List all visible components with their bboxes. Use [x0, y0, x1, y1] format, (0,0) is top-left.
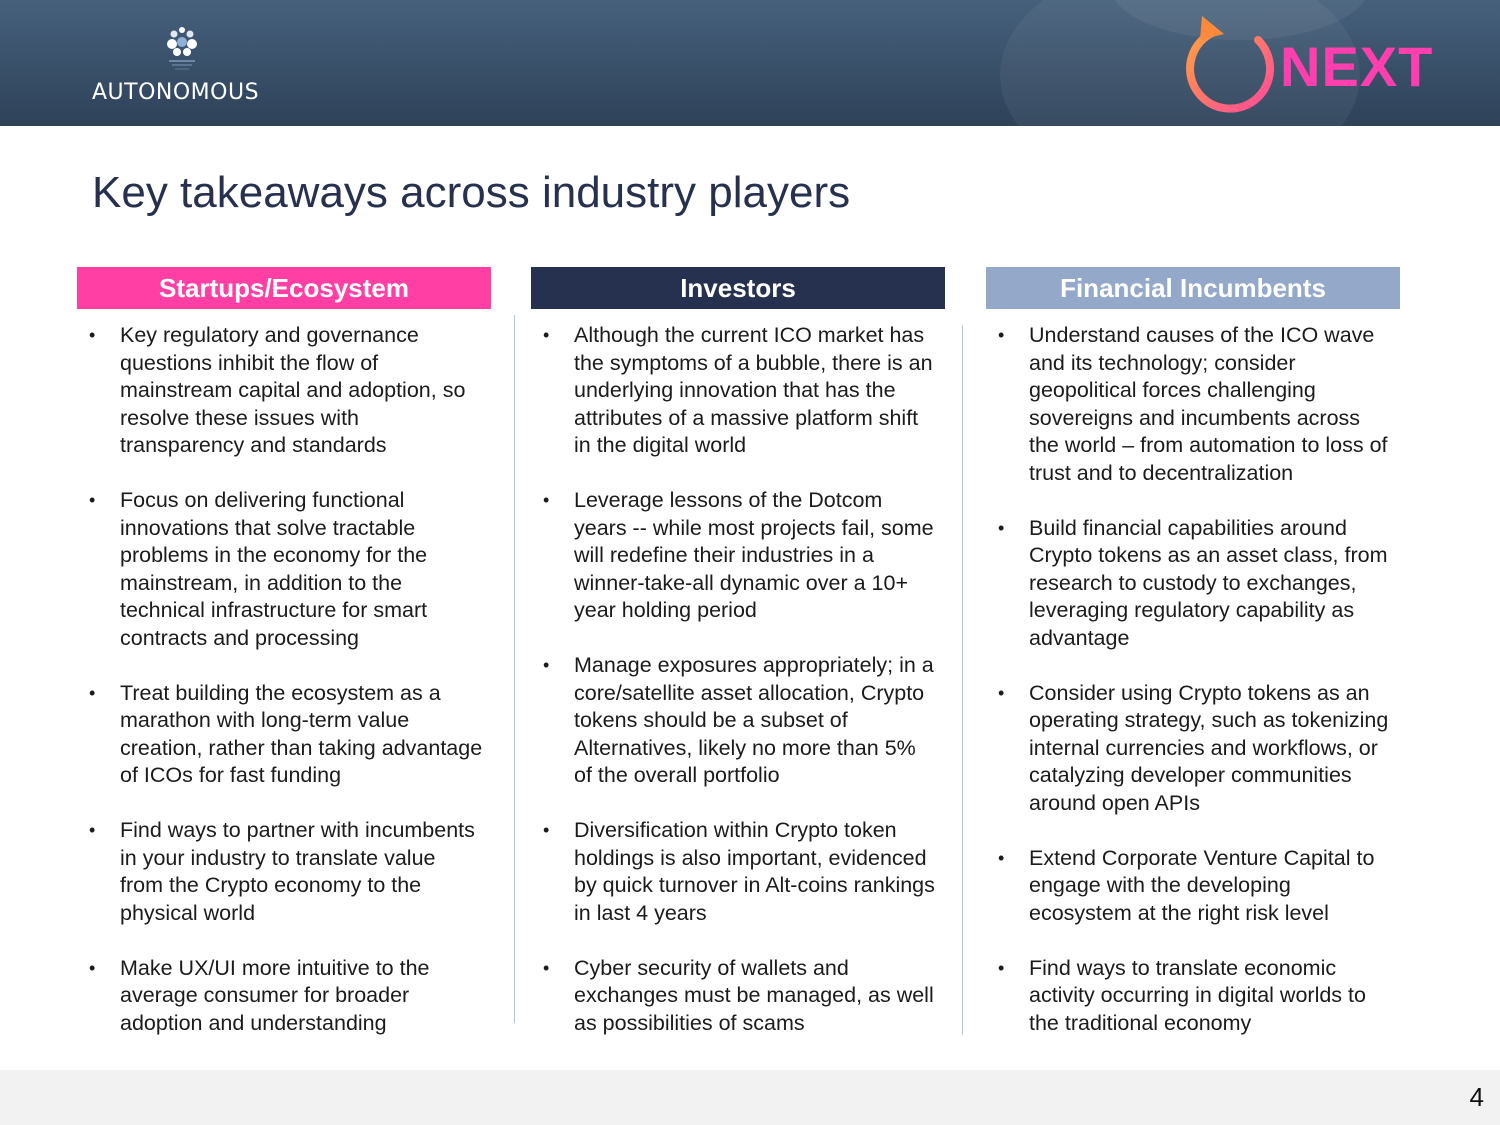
header-banner — [0, 0, 1500, 126]
list-item — [77, 322, 491, 460]
bullet-text: Key regulatory and governance questions inhibit the flow of mainstream capital and adoption, so resolve these issues with transparency and standards — [120, 323, 466, 457]
column-financial-incumbents — [986, 267, 1400, 1065]
column-heading: Startups/Ecosystem — [77, 267, 491, 309]
next-logo — [1180, 10, 1445, 114]
list-item — [77, 680, 491, 790]
bullet-icon: • — [543, 490, 550, 510]
bullet-icon: • — [89, 820, 96, 840]
bullet-text: Cyber security of wallets and exchanges must be managed, as well as possibilities of scams — [574, 955, 934, 1035]
list-item — [531, 955, 945, 1038]
list-item — [531, 652, 945, 790]
bullet-text: Manage exposures appropriately; in a core/satellite asset allocation, Crypto tokens should be a subset of Alternatives, likely no more than 5% of the overall portfolio — [574, 653, 934, 787]
bullet-text: Find ways to partner with incumbents in your industry to translate value from the Crypto economy to the physical world — [120, 818, 475, 925]
bullet-text: Find ways to translate economic activity occurring in digital worlds to the traditional economy — [1029, 955, 1366, 1035]
bullet-text: Although the current ICO market has the symptoms of a bubble, there is an underlying innovation that has the attributes of a massive platform shift in the digital world — [574, 323, 933, 457]
bullet-text: Diversification within Crypto token holdings is also important, evidenced by quick turnover in Alt-coins rankings in last 4 years — [574, 818, 935, 925]
bullet-text: Consider using Crypto tokens as an operating strategy, such as tokenizing internal currencies and workflows, or catalyzing developer communities around open APIs — [1029, 680, 1389, 815]
bullet-list — [986, 322, 1400, 1037]
product-name: NEXT — [1280, 35, 1434, 98]
bullet-text: Make UX/UI more intuitive to the average consumer for broader adoption and understanding — [120, 955, 430, 1035]
bullet-icon: • — [89, 325, 96, 345]
bullet-text: Focus on delivering functional innovations that solve tractable problems in the economy for the mainstream, in addition to the technical infrastructure for smart contracts and processing — [120, 488, 428, 650]
bullet-list — [77, 322, 491, 1037]
bullet-list — [531, 322, 945, 1037]
list-item — [531, 817, 945, 927]
autonomous-logo-icon — [160, 24, 204, 72]
page-title: Key takeaways across industry players — [92, 168, 851, 217]
list-item — [986, 322, 1400, 487]
list-item — [531, 322, 945, 460]
column-divider — [514, 315, 515, 1023]
bullet-icon: • — [998, 957, 1005, 978]
bullet-icon: • — [89, 957, 96, 978]
bullet-icon: • — [543, 325, 550, 345]
bullet-icon: • — [998, 325, 1005, 345]
bullet-text: Understand causes of the ICO wave and its technology; consider geopolitical forces challenging sovereigns and incumbents across the world – from automation to loss of trust and to decentralization — [1029, 323, 1388, 485]
bullet-icon: • — [89, 682, 96, 703]
bullet-text: Treat building the ecosystem as a marathon with long-term value creation, rather than taking advantage of ICOs for fast funding — [120, 680, 483, 787]
bullet-text: Leverage lessons of the Dotcom years -- while most projects fail, some will redefine their industries in a winner-take-all dynamic over a 10+ year holding period — [574, 488, 934, 622]
refresh-arrow-icon — [1180, 10, 1278, 114]
page-number: 4 — [1469, 1082, 1484, 1112]
list-item — [986, 955, 1400, 1038]
bullet-icon: • — [89, 490, 96, 510]
company-name: AUTONOMOUS — [92, 80, 260, 105]
bullet-text: Extend Corporate Venture Capital to engage with the developing ecosystem at the right risk level — [1029, 845, 1375, 925]
list-item — [531, 487, 945, 625]
list-item — [986, 515, 1400, 653]
bullet-icon: • — [543, 820, 550, 840]
bullet-icon: • — [543, 957, 550, 978]
bullet-icon: • — [543, 655, 550, 675]
column-divider — [962, 325, 963, 1035]
column-heading: Financial Incumbents — [986, 267, 1400, 309]
list-item — [986, 845, 1400, 928]
bullet-icon: • — [998, 847, 1005, 868]
column-heading: Investors — [531, 267, 945, 309]
list-item — [77, 817, 491, 927]
bullet-icon: • — [998, 517, 1005, 538]
list-item — [77, 955, 491, 1038]
list-item — [77, 487, 491, 652]
footer-bar — [0, 1070, 1500, 1125]
bullet-icon: • — [998, 682, 1005, 703]
bullet-text: Build financial capabilities around Crypto tokens as an asset class, from research to custody to exchanges, leveraging regulatory capability as advantage — [1029, 515, 1388, 650]
column-investors — [531, 267, 945, 1065]
list-item — [986, 680, 1400, 818]
column-startups — [77, 267, 491, 1065]
